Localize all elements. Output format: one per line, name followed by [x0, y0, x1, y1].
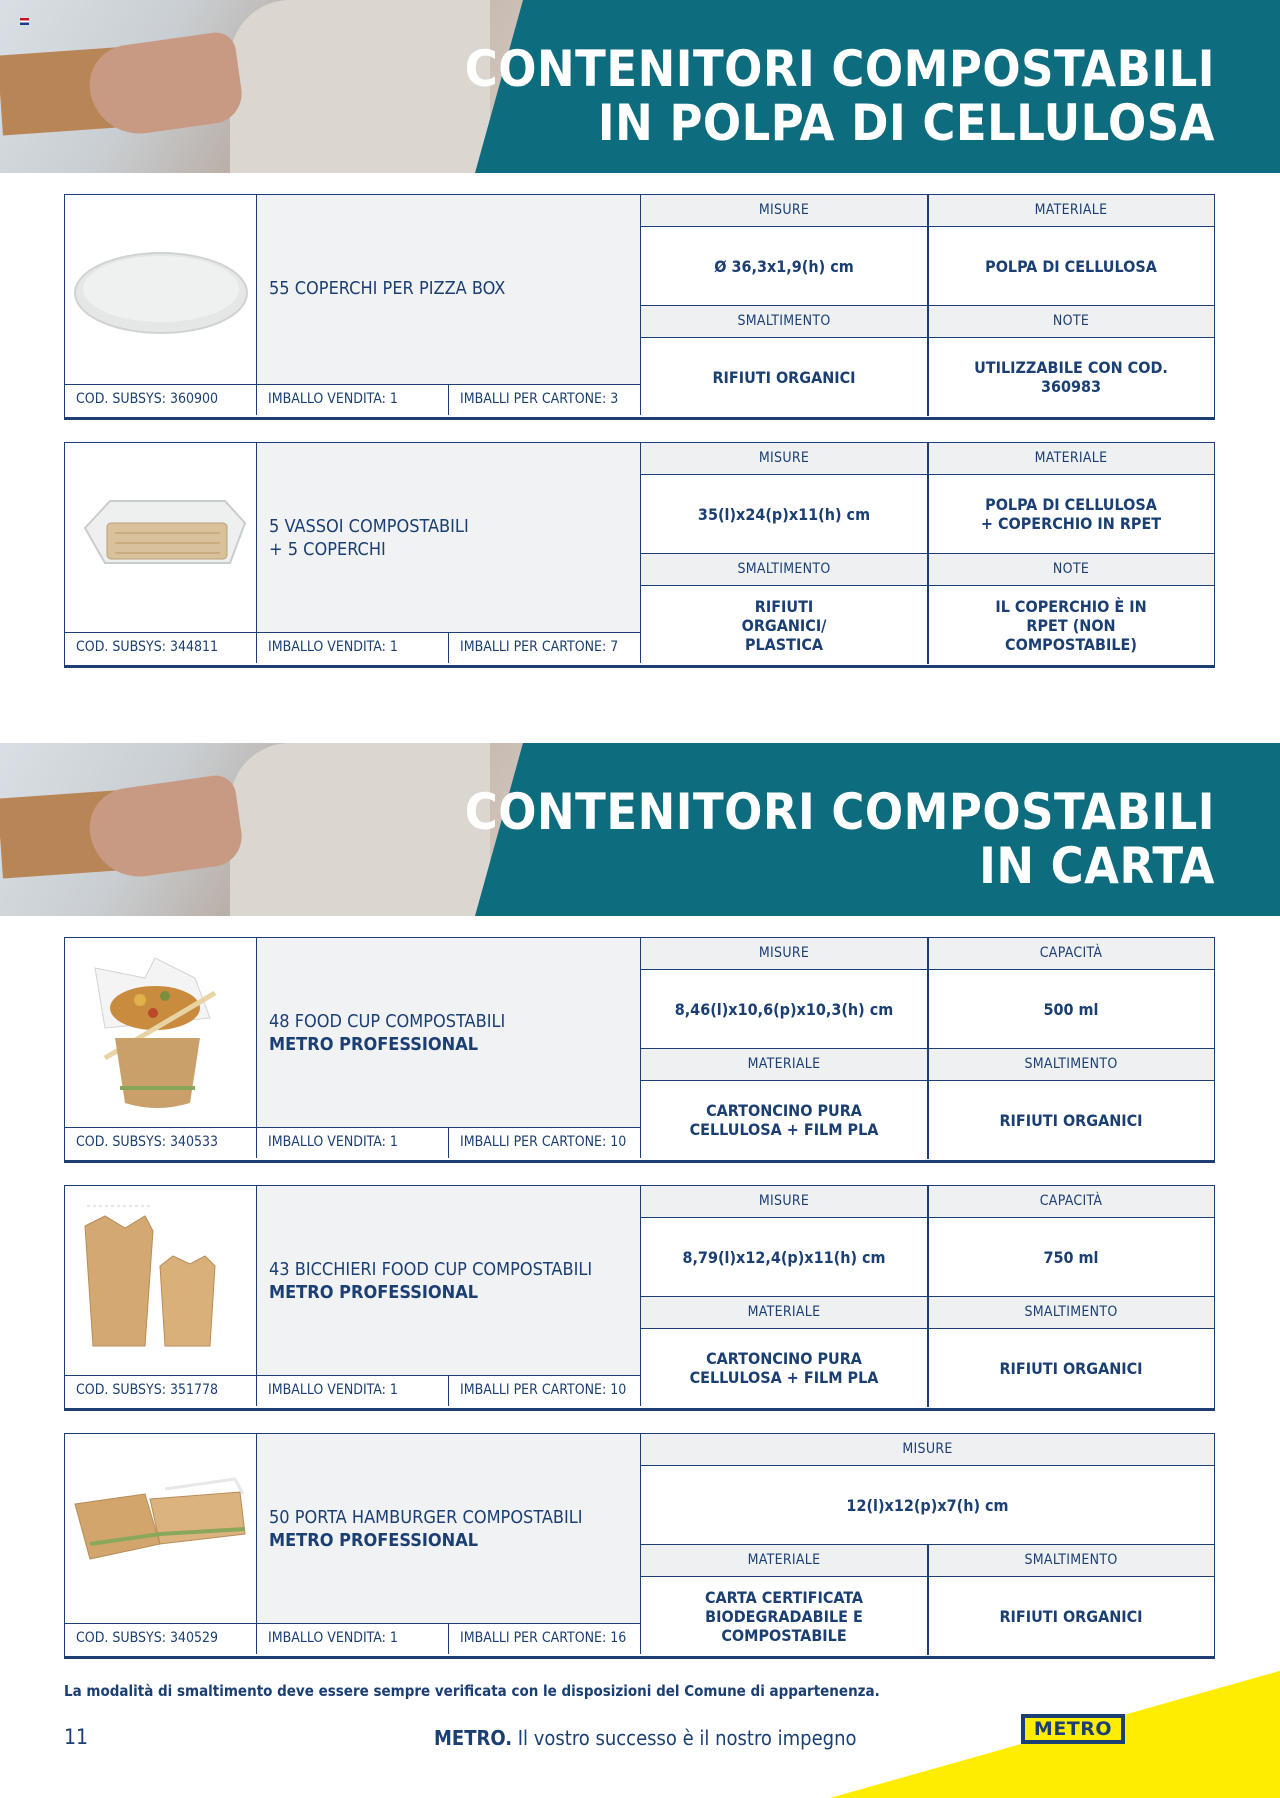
spec-value: IL COPERCHIO È IN RPET (NON COMPOSTABILE)	[995, 596, 1147, 654]
imballi-per-cartone: IMBALLI PER CARTONE: 10	[460, 1134, 627, 1150]
spec-header: CAPACITÀ	[928, 938, 1214, 970]
spec-header: MATERIALE	[641, 1545, 927, 1577]
divider	[927, 443, 929, 664]
product-brand: METRO PROFESSIONAL	[269, 1034, 479, 1055]
imballo-vendita: IMBALLO VENDITA: 1	[257, 633, 449, 663]
product-name: 43 BICCHIERI FOOD CUP COMPOSTABILI	[269, 1259, 593, 1280]
product-codes-row	[65, 384, 641, 415]
product-image	[65, 195, 257, 385]
spec-header: SMALTIMENTO	[928, 1545, 1214, 1577]
imballi-per-cartone: IMBALLI PER CARTONE: 3	[460, 391, 619, 407]
product-name-cell	[257, 443, 641, 633]
product-image	[65, 1434, 257, 1624]
product-name-cell	[257, 938, 641, 1128]
product-card	[64, 937, 1215, 1163]
imballo-vendita: IMBALLO VENDITA: 1	[257, 1376, 449, 1406]
product-name: 5 VASSOI COMPOSTABILI + 5 COPERCHI	[269, 516, 469, 560]
spec-header: SMALTIMENTO	[928, 1297, 1214, 1329]
product-card	[64, 1433, 1215, 1659]
spec-value: CARTONCINO PURA CELLULOSA + FILM PLA	[689, 1101, 879, 1139]
product-code: COD. SUBSYS: 351778	[65, 1376, 257, 1406]
imballi-per-cartone: IMBALLI PER CARTONE: 7	[460, 639, 619, 655]
product-card	[64, 1185, 1215, 1411]
spec-value: POLPA DI CELLULOSA + COPERCHIO IN RPET	[928, 475, 1214, 554]
spec-header: CAPACITÀ	[928, 1186, 1214, 1218]
divider	[927, 195, 929, 416]
metro-logo: METRO	[1021, 1714, 1125, 1744]
spec-header: MATERIALE	[928, 443, 1214, 475]
spec-header: SMALTIMENTO	[928, 1049, 1214, 1081]
spec-value: 8,79(l)x12,4(p)x11(h) cm	[641, 1218, 927, 1297]
product-code: COD. SUBSYS: 340533	[65, 1128, 257, 1158]
spec-header: SMALTIMENTO	[641, 554, 927, 586]
spec-value: RIFIUTI ORGANICI	[712, 367, 856, 387]
spec-value: 35(l)x24(p)x11(h) cm	[641, 475, 927, 554]
product-image	[65, 443, 257, 633]
spec-value: POLPA DI CELLULOSA	[928, 227, 1214, 306]
spec-value: Ø 36,3x1,9(h) cm	[641, 227, 927, 306]
spec-value: 8,46(l)x10,6(p)x10,3(h) cm	[641, 970, 927, 1049]
spec-value: CARTA CERTIFICATA BIODEGRADABILE E COMPOSTABILE	[704, 1587, 864, 1645]
product-card	[64, 442, 1215, 668]
product-brand: METRO PROFESSIONAL	[269, 1282, 479, 1303]
section-title: CONTENITORI COMPOSTABILI IN CARTA	[464, 783, 1215, 895]
spec-header: MISURE	[641, 938, 927, 970]
spec-value: CARTONCINO PURA CELLULOSA + FILM PLA	[689, 1349, 879, 1387]
spec-header: MISURE	[641, 1186, 927, 1218]
imballi-per-cartone: IMBALLI PER CARTONE: 10	[460, 1382, 627, 1398]
spec-value: RIFIUTI ORGANICI/ PLASTICA	[741, 596, 827, 654]
disposal-note: La modalità di smaltimento deve essere sempre verificata con le disposizioni del Comune di appartenenza.	[64, 1682, 880, 1700]
product-code: COD. SUBSYS: 360900	[65, 385, 257, 415]
divider	[927, 938, 929, 1159]
section-banner-cellulosa	[0, 0, 1280, 173]
imballo-vendita: IMBALLO VENDITA: 1	[257, 385, 449, 415]
spec-value: UTILIZZABILE CON COD. 360983	[974, 358, 1168, 396]
divider	[927, 1545, 929, 1655]
spec-value: 12(l)x12(p)x7(h) cm	[641, 1466, 1214, 1545]
product-name: 48 FOOD CUP COMPOSTABILI	[269, 1011, 506, 1032]
product-codes-row	[65, 1375, 641, 1406]
spec-value: RIFIUTI ORGANICI	[999, 1110, 1143, 1130]
spec-header: MATERIALE	[928, 195, 1214, 227]
banner-photo	[0, 0, 540, 173]
product-image	[65, 1186, 257, 1376]
banner-photo	[0, 743, 540, 916]
spec-value: 750 ml	[928, 1218, 1214, 1297]
spec-value: RIFIUTI ORGANICI	[999, 1358, 1143, 1378]
product-codes-row	[65, 1127, 641, 1158]
spec-header: MISURE	[641, 1434, 1214, 1466]
spec-header: NOTE	[928, 306, 1214, 338]
product-name: 55 COPERCHI PER PIZZA BOX	[269, 278, 506, 299]
imballo-vendita: IMBALLO VENDITA: 1	[257, 1128, 449, 1158]
product-name-cell	[257, 1434, 641, 1624]
section-banner-carta	[0, 743, 1280, 916]
page-number: 11	[64, 1725, 89, 1749]
imballo-vendita: IMBALLO VENDITA: 1	[257, 1624, 449, 1654]
product-image	[65, 938, 257, 1128]
spec-value: 500 ml	[928, 970, 1214, 1049]
product-codes-row	[65, 1623, 641, 1654]
product-codes-row	[65, 632, 641, 663]
divider	[927, 1186, 929, 1407]
product-code: COD. SUBSYS: 344811	[65, 633, 257, 663]
product-name-cell	[257, 1186, 641, 1376]
product-code: COD. SUBSYS: 340529	[65, 1624, 257, 1654]
product-card	[64, 194, 1215, 420]
spec-header: MATERIALE	[641, 1049, 927, 1081]
italian-flag-icon	[20, 18, 29, 25]
imballi-per-cartone: IMBALLI PER CARTONE: 16	[460, 1630, 627, 1646]
spec-header: MATERIALE	[641, 1297, 927, 1329]
section-title: CONTENITORI COMPOSTABILI IN POLPA DI CELLULOSA	[464, 40, 1215, 152]
spec-header: NOTE	[928, 554, 1214, 586]
spec-value: RIFIUTI ORGANICI	[999, 1606, 1143, 1626]
spec-header: MISURE	[641, 443, 927, 475]
slogan: METRO. Il vostro successo è il nostro impegno	[434, 1726, 857, 1750]
product-name-cell	[257, 195, 641, 385]
product-name: 50 PORTA HAMBURGER COMPOSTABILI	[269, 1507, 583, 1528]
spec-header: SMALTIMENTO	[641, 306, 927, 338]
product-brand: METRO PROFESSIONAL	[269, 1530, 479, 1551]
spec-header: MISURE	[641, 195, 927, 227]
